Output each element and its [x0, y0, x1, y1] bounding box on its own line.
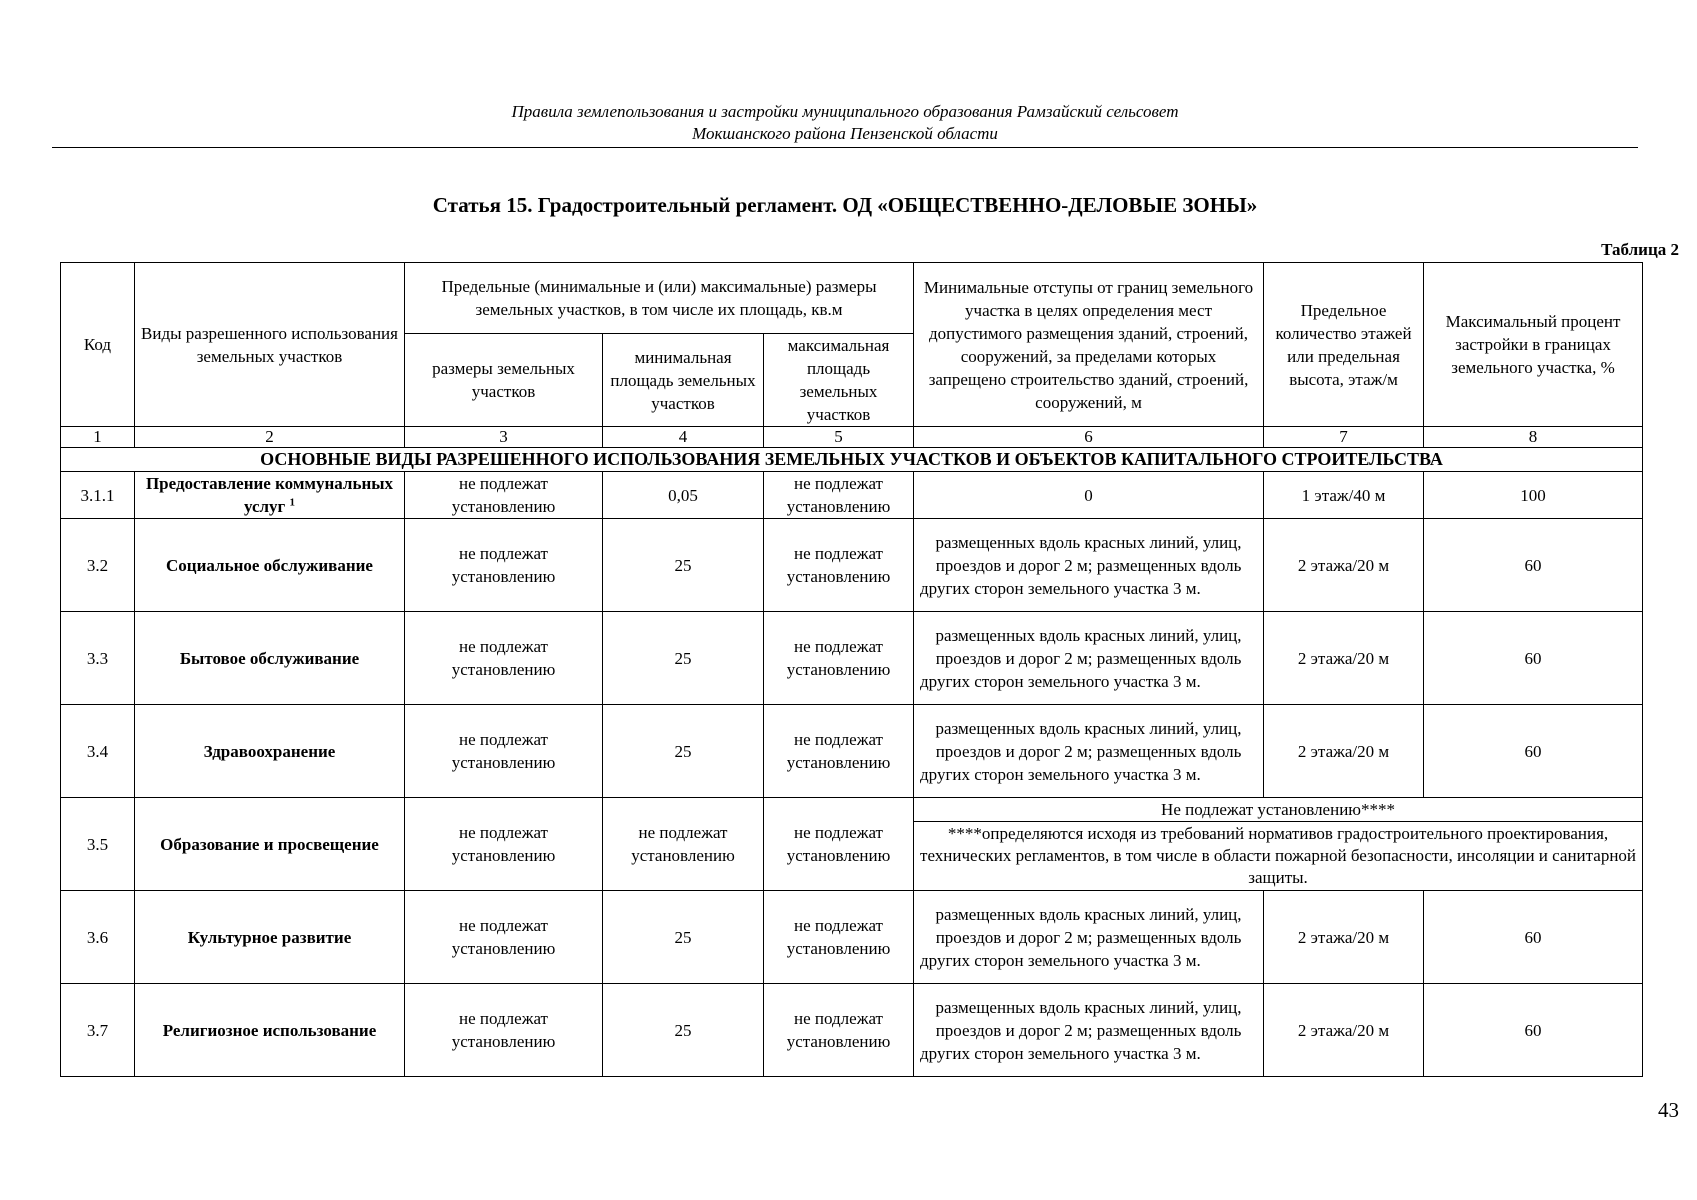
row-use-name: Культурное развитие [135, 891, 405, 984]
row-floors: 2 этажа/20 м [1264, 984, 1424, 1077]
row-max-area: не подлежат установлению [764, 612, 914, 705]
row-use-name: Социальное обслуживание [135, 519, 405, 612]
running-header-line-2: Мокшанского района Пензенской области [692, 124, 998, 143]
row-code: 3.1.1 [61, 472, 135, 519]
page-number: 43 [1658, 1098, 1679, 1122]
row-sizes: не подлежат установлению [405, 798, 603, 891]
row-sizes: не подлежат установлению [405, 472, 603, 519]
col-number: 3 [405, 427, 603, 448]
table-row [61, 984, 1643, 1077]
row-code: 3.4 [61, 705, 135, 798]
row-min-area: 25 [603, 891, 764, 984]
row-min-area: не подлежат установлению [603, 798, 764, 891]
merged-not-established: Не подлежат установлению**** [914, 798, 1643, 822]
row-coverage: 60 [1424, 705, 1643, 798]
row-setback: размещенных вдоль красных линий, улиц, проездов и дорог 2 м; размещенных вдоль других сторон земельного участка 3 м. [914, 891, 1264, 984]
row-min-area: 25 [603, 705, 764, 798]
row-use-name [135, 472, 405, 519]
table-row [61, 472, 1643, 519]
row-min-area: 25 [603, 984, 764, 1077]
table-row [61, 519, 1643, 612]
merged-footnote-text: ****определяются исходя из требований нормативов градостроительного проектирования, технических регламентов, в том числе в области пожарной безопасности, инсоляции и санитарной защиты. [914, 822, 1643, 891]
row-code: 3.5 [61, 798, 135, 891]
row-setback: размещенных вдоль красных линий, улиц, проездов и дорог 2 м; размещенных вдоль других сторон земельного участка 3 м. [914, 612, 1264, 705]
header-setbacks: Минимальные отступы от границ земельного участка в целях определения мест допустимого размещения зданий, строений, сооружений, за пределами которых запрещено строительство зданий, строений, сооружений, м [914, 263, 1264, 427]
col-number: 1 [61, 427, 135, 448]
row-sizes: не подлежат установлению [405, 519, 603, 612]
regulations-table [60, 262, 1643, 1077]
row-min-area: 25 [603, 519, 764, 612]
row-floors: 1 этаж/40 м [1264, 472, 1424, 519]
row-floors: 2 этажа/20 м [1264, 891, 1424, 984]
row-coverage: 60 [1424, 984, 1643, 1077]
header-limits-group: Предельные (минимальные и (или) максимальные) размеры земельных участков, в том числе их площадь, кв.м [405, 263, 914, 334]
col-number: 8 [1424, 427, 1643, 448]
row-code: 3.7 [61, 984, 135, 1077]
row-sizes: не подлежат установлению [405, 891, 603, 984]
footnote-marker: 1 [289, 496, 296, 509]
header-floors: Предельное количество этажей или предельная высота, этаж/м [1264, 263, 1424, 427]
row-coverage: 60 [1424, 519, 1643, 612]
row-floors: 2 этажа/20 м [1264, 705, 1424, 798]
running-header [52, 101, 1638, 148]
row-max-area: не подлежат установлению [764, 705, 914, 798]
header-row-1 [61, 263, 1643, 334]
article-title: Статья 15. Градостроительный регламент. ОД «ОБЩЕСТВЕННО-ДЕЛОВЫЕ ЗОНЫ» [432, 193, 1258, 217]
row-sizes: не подлежат установлению [405, 984, 603, 1077]
row-use-name-text: Предоставление коммунальных услуг [145, 474, 394, 516]
row-use-name: Образование и просвещение [135, 798, 405, 891]
header-coverage: Максимальный процент застройки в границах земельного участка, % [1424, 263, 1643, 427]
header-max-area: максимальная площадь земельных участков [764, 334, 914, 427]
header-min-area: минимальная площадь земельных участков [603, 334, 764, 427]
row-coverage: 60 [1424, 612, 1643, 705]
row-use-name: Религиозное использование [135, 984, 405, 1077]
column-number-row [61, 427, 1643, 448]
header-use: Виды разрешенного использования земельных участков [135, 263, 405, 427]
row-max-area: не подлежат установлению [764, 472, 914, 519]
row-setback: 0 [914, 472, 1264, 519]
row-coverage: 100 [1424, 472, 1643, 519]
row-code: 3.2 [61, 519, 135, 612]
row-code: 3.6 [61, 891, 135, 984]
table-caption: Таблица 2 [1601, 240, 1679, 259]
col-number: 4 [603, 427, 764, 448]
col-number: 5 [764, 427, 914, 448]
section-row [61, 448, 1643, 472]
row-sizes: не подлежат установлению [405, 612, 603, 705]
row-max-area: не подлежат установлению [764, 891, 914, 984]
table-row [61, 891, 1643, 984]
section-title: ОСНОВНЫЕ ВИДЫ РАЗРЕШЕННОГО ИСПОЛЬЗОВАНИЯ ЗЕМЕЛЬНЫХ УЧАСТКОВ И ОБЪЕКТОВ КАПИТАЛЬНОГО СТРОИТЕЛЬСТВА [61, 448, 1643, 472]
row-setback: размещенных вдоль красных линий, улиц, проездов и дорог 2 м; размещенных вдоль других сторон земельного участка 3 м. [914, 984, 1264, 1077]
row-max-area: не подлежат установлению [764, 798, 914, 891]
col-number: 2 [135, 427, 405, 448]
col-number: 7 [1264, 427, 1424, 448]
row-code: 3.3 [61, 612, 135, 705]
row-setback: размещенных вдоль красных линий, улиц, проездов и дорог 2 м; размещенных вдоль других сторон земельного участка 3 м. [914, 705, 1264, 798]
col-number: 6 [914, 427, 1264, 448]
row-floors: 2 этажа/20 м [1264, 612, 1424, 705]
row-min-area: 0,05 [603, 472, 764, 519]
table-row [61, 798, 1643, 822]
running-header-line-1: Правила землепользования и застройки муниципального образования Рамзайский сельсовет [511, 102, 1179, 121]
row-sizes: не подлежат установлению [405, 705, 603, 798]
header-sizes: размеры земельных участков [405, 334, 603, 427]
row-coverage: 60 [1424, 891, 1643, 984]
row-use-name: Бытовое обслуживание [135, 612, 405, 705]
row-floors: 2 этажа/20 м [1264, 519, 1424, 612]
row-max-area: не подлежат установлению [764, 984, 914, 1077]
row-use-name: Здравоохранение [135, 705, 405, 798]
header-code: Код [61, 263, 135, 427]
table-row [61, 612, 1643, 705]
row-min-area: 25 [603, 612, 764, 705]
row-max-area: не подлежат установлению [764, 519, 914, 612]
table-row [61, 705, 1643, 798]
row-setback: размещенных вдоль красных линий, улиц, проездов и дорог 2 м; размещенных вдоль других сторон земельного участка 3 м. [914, 519, 1264, 612]
